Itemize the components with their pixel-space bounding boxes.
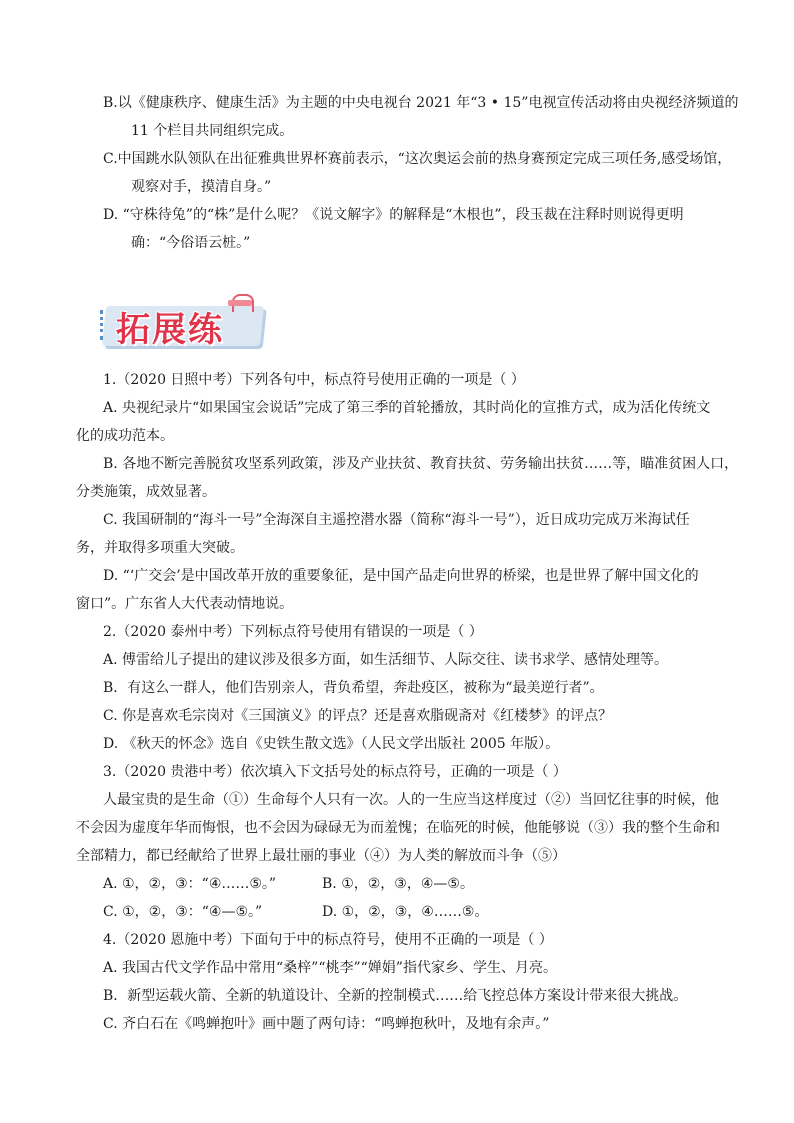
option-d-line2: 确：“今俗语云桩。”: [131, 235, 251, 251]
option-b-line1: B.以《健康秩序、健康生活》为主题的中央电视台 2021 年“3 • 15”电视宣传活动将由央视经济频道的: [103, 95, 739, 111]
section-title: 拓展练: [116, 310, 224, 350]
q1-stem: 1.（2020 日照中考）下列各句中，标点符号使用正确的一项是（ ）: [103, 372, 525, 388]
q3-stem: 3.（2020 贵港中考）依次填入下文括号处的标点符号，正确的一项是（ ）: [103, 764, 567, 780]
q1-option-b-line2: 分类施策，成效显著。: [76, 484, 216, 500]
option-c-line2: 观察对手，摸清自身。”: [131, 179, 272, 195]
q4-option-c: C. 齐白石在《鸣蝉抱叶》画中题了两句诗：“鸣蝉抱秋叶，及地有余声。”: [103, 1016, 550, 1032]
q1-option-d-line1: D. “‘广交会’是中国改革开放的重要象征，是中国产品走向世界的桥梁，也是世界了解中国文化的: [103, 568, 699, 584]
q4-stem: 4.（2020 恩施中考）下面句于中的标点符号，使用不正确的一项是（ ）: [103, 932, 553, 948]
option-d-line1: D. “守株待兔”的“株”是什么呢？《说文解字》的解释是“木根也”，段玉裁在注释时则说得更明: [103, 207, 684, 223]
q3-passage-line3: 全部精力，都已经献给了世界上最壮丽的事业（④）为人类的解放而斗争（⑤）: [76, 848, 566, 864]
q3-passage-line1: 人最宝贵的是生命（①）生命每个人只有一次。人的一生应当这样度过（②）当回忆往事的时候，他: [103, 792, 719, 808]
q3-option-b: B. ①，②，③，④—⑤。: [322, 876, 474, 892]
q3-passage-line2: 不会因为虚度年华而悔恨，也不会因为碌碌无为而羞愧；在临死的时候，他能够说（③）我的整个生命和: [76, 820, 720, 836]
q3-option-a: A. ①，②，③：“④……⑤。”: [103, 876, 277, 892]
q2-option-d: D. 《秋天的怀念》选自《史铁生散文选》（人民文学出版社 2005 年版）。: [103, 736, 560, 752]
q2-option-a: A. 傅雷给儿子提出的建议涉及很多方面，如生活细节、人际交往、读书求学、感情处理等。: [103, 652, 669, 668]
q4-option-a: A. 我国古代文学作品中常用“桑梓”“桃李”“婵娟”指代家乡、学生、月亮。: [103, 960, 557, 976]
q3-option-c: C. ①，②，③：“④—⑤。”: [103, 904, 263, 920]
clip-band-icon: [228, 300, 252, 306]
q2-option-c: C. 你是喜欢毛宗岗对《三国演义》的评点？还是喜欢脂砚斋对《红楼梦》的评点？: [103, 708, 613, 724]
banner-spiral-icon: [100, 310, 109, 340]
q3-option-d: D. ①，②，③，④……⑤。: [322, 904, 489, 920]
q1-option-a-line1: A. 央视纪录片“如果国宝会说话”完成了第三季的首轮播放，其时尚化的宣推方式，成为活化传统文: [103, 400, 711, 416]
q1-option-b-line1: B. 各地不断完善脱贫攻坚系列政策，涉及产业扶贫、教育扶贫、劳务输出扶贫……等，瞄准贫困人口，: [103, 456, 739, 472]
option-b-line2: 11 个栏目共同组织完成。: [131, 123, 294, 139]
q2-option-b: B．有这么一群人，他们告别亲人，背负希望，奔赴疫区，被称为“最美逆行者”。: [103, 680, 604, 696]
section-banner: [100, 292, 268, 352]
q1-option-c-line2: 务，并取得多项重大突破。: [76, 540, 244, 556]
q1-option-d-line2: 窗口”。广东省人大代表动情地说。: [76, 596, 294, 612]
q4-option-b: B．新型运载火箭、全新的轨道设计、全新的控制模式……给飞控总体方案设计带来很大挑战。: [103, 988, 688, 1004]
q1-option-a-line2: 化的成功范本。: [76, 428, 174, 444]
q1-option-c-line1: C. 我国研制的“海斗一号”全海深自主遥控潜水器（简称“海斗一号”），近日成功完成万米海试任: [103, 512, 690, 528]
q2-stem: 2.（2020 泰州中考）下列标点符号使用有错误的一项是（ ）: [103, 624, 483, 640]
option-c-line1: C.中国跳水队领队在出征雅典世界杯赛前表示，“这次奥运会前的热身赛预定完成三项任务,感受场馆，: [103, 151, 732, 167]
